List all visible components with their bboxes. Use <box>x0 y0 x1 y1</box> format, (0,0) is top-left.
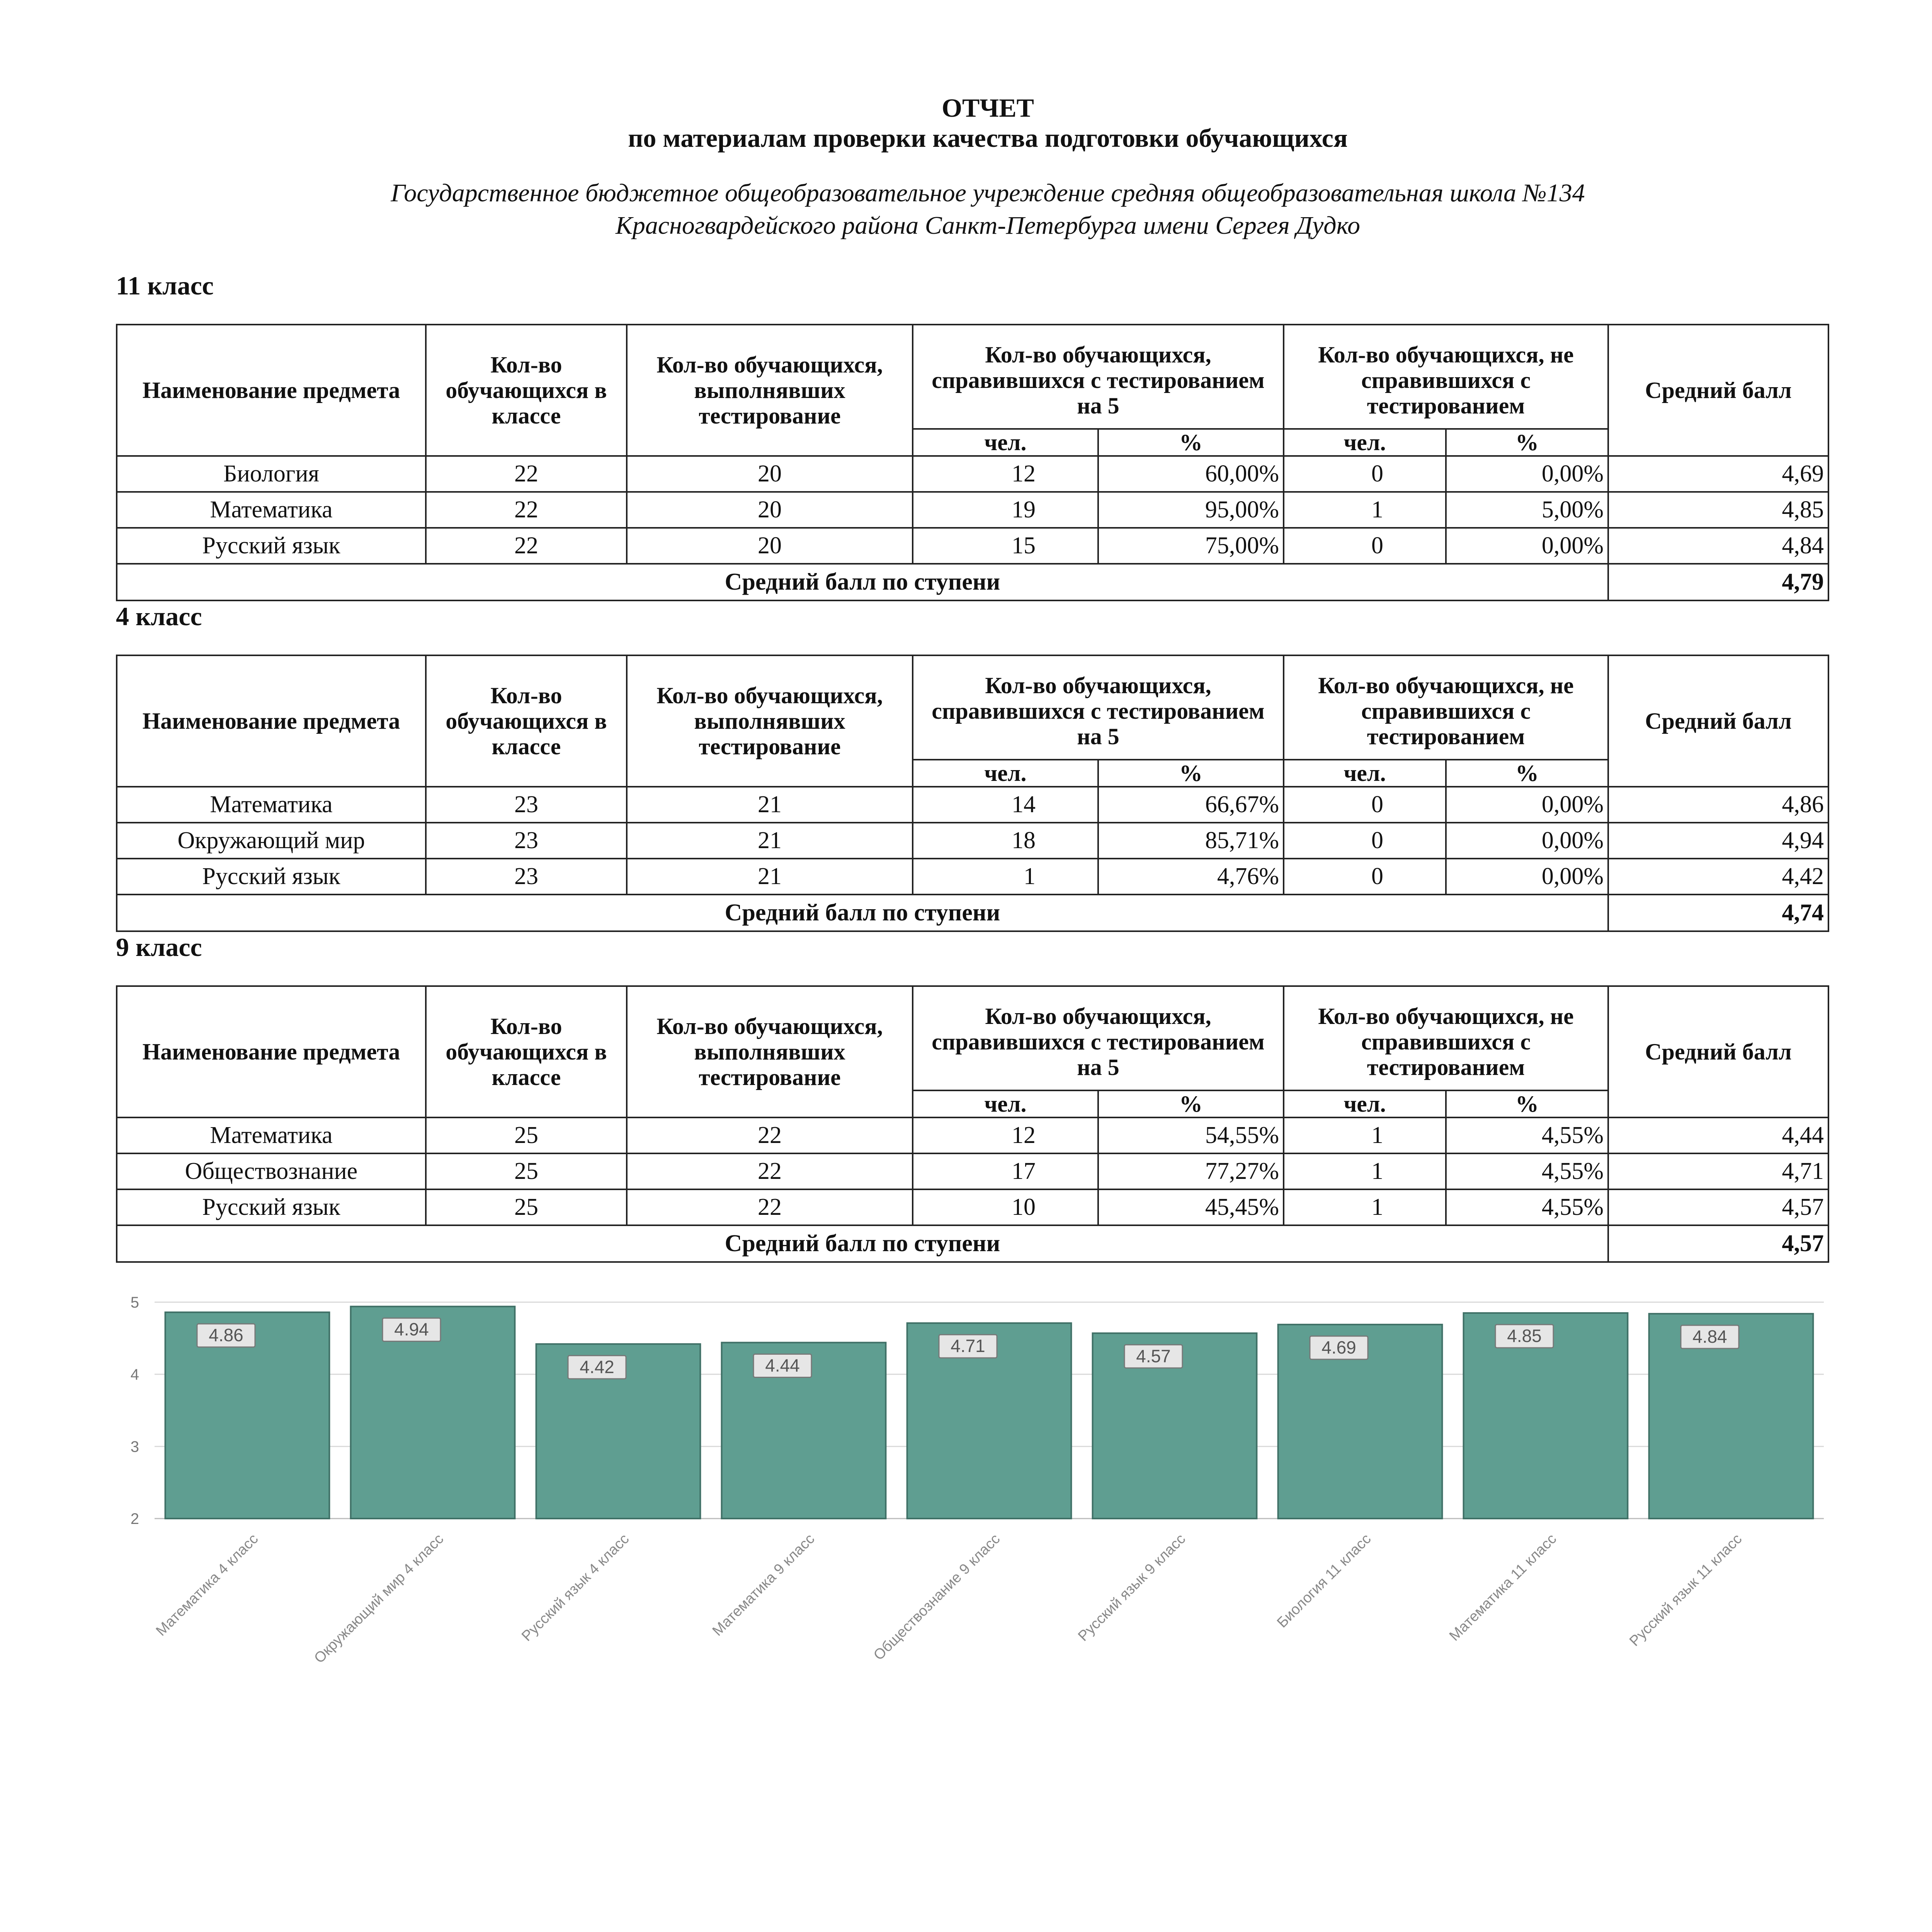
table-row <box>117 492 1828 528</box>
cell-failed-p: 4,55% <box>1446 1117 1608 1153</box>
column-header-passed <box>913 986 1284 1090</box>
cell-passed-n: 14 <box>913 787 1098 823</box>
cell-failed-n: 0 <box>1284 456 1446 492</box>
x-tick-label: Русский язык 9 класс <box>1075 1531 1189 1645</box>
cell-failed-n: 1 <box>1284 1189 1446 1225</box>
column-subheader-percent: % <box>1446 429 1608 456</box>
cell-failed-p: 0,00% <box>1446 528 1608 564</box>
cell-subject: Русский язык <box>117 859 426 895</box>
average-score-chart <box>112 1291 1828 1723</box>
cell-tested: 20 <box>627 492 913 528</box>
cell-passed-n: 17 <box>913 1153 1098 1189</box>
column-header-subject: Наименование предмета <box>117 986 426 1117</box>
report-title: ОТЧЕТ <box>942 93 1034 122</box>
table-row <box>117 1189 1828 1225</box>
column-header-average: Средний балл <box>1608 986 1828 1117</box>
results-table <box>116 324 1829 601</box>
cell-passed-n: 12 <box>913 1117 1098 1153</box>
column-header-passed <box>913 325 1284 429</box>
cell-passed-n: 18 <box>913 823 1098 859</box>
cell-failed-n: 1 <box>1284 1153 1446 1189</box>
x-tick-label: Математика 9 класс <box>709 1531 818 1639</box>
cell-avg: 4,94 <box>1608 823 1828 859</box>
data-label: 4.69 <box>1321 1337 1356 1357</box>
total-row <box>117 1225 1828 1262</box>
column-header-failed <box>1284 655 1608 760</box>
x-tick-label: Русский язык 4 класс <box>519 1531 633 1645</box>
column-header-tested: Кол-во обучающихся, выполнявших тестирование <box>627 655 913 787</box>
cell-tested: 22 <box>627 1189 913 1225</box>
cell-subject: Русский язык <box>117 1189 426 1225</box>
cell-passed-p: 85,71% <box>1098 823 1284 859</box>
cell-students: 25 <box>426 1153 627 1189</box>
column-header-tested: Кол-во обучающихся, выполнявших тестирование <box>627 986 913 1117</box>
total-label: Средний балл по ступени <box>117 895 1608 931</box>
school-name-line2: Красногвардейского района Санкт-Петербурга имени Сергея Дудко <box>616 211 1360 240</box>
total-row <box>117 895 1828 931</box>
column-subheader-percent: % <box>1098 429 1284 456</box>
total-value: 4,79 <box>1608 564 1828 600</box>
cell-passed-p: 66,67% <box>1098 787 1284 823</box>
report-subtitle: по материалам проверки качества подготовки обучающихся <box>628 123 1348 153</box>
cell-avg: 4,85 <box>1608 492 1828 528</box>
cell-passed-p: 95,00% <box>1098 492 1284 528</box>
cell-failed-p: 4,55% <box>1446 1153 1608 1189</box>
cell-students: 23 <box>426 787 627 823</box>
cell-tested: 22 <box>627 1153 913 1189</box>
cell-tested: 20 <box>627 528 913 564</box>
cell-passed-n: 15 <box>913 528 1098 564</box>
column-header-subject: Наименование предмета <box>117 325 426 456</box>
column-header-failed <box>1284 325 1608 429</box>
cell-failed-n: 0 <box>1284 528 1446 564</box>
column-header-failed-text: Кол-во обучающихся, не справившихся с тестированием <box>1318 342 1574 418</box>
column-subheader-count: чел. <box>913 1090 1098 1117</box>
cell-failed-p: 0,00% <box>1446 787 1608 823</box>
column-header-average: Средний балл <box>1608 325 1828 456</box>
x-tick-label: Математика 11 класс <box>1446 1531 1560 1645</box>
y-tick-label: 4 <box>130 1366 139 1383</box>
x-tick-label: Окружающий мир 4 класс <box>311 1531 447 1667</box>
section-label: 4 класс <box>116 602 202 631</box>
column-header-passed-text: Кол-во обучающихся, справившихся с тестированием на 5 <box>932 342 1265 418</box>
cell-passed-n: 19 <box>913 492 1098 528</box>
table-row <box>117 859 1828 895</box>
cell-subject: Математика <box>117 492 426 528</box>
table-row <box>117 823 1828 859</box>
data-label: 4.85 <box>1507 1326 1542 1346</box>
y-tick-label: 5 <box>130 1294 139 1311</box>
cell-avg: 4,57 <box>1608 1189 1828 1225</box>
data-label: 4.86 <box>209 1325 243 1345</box>
total-label: Средний балл по ступени <box>117 1225 1608 1262</box>
x-tick-label: Биология 11 класс <box>1274 1531 1374 1631</box>
x-tick-label: Математика 4 класс <box>153 1531 262 1639</box>
cell-subject: Обществознание <box>117 1153 426 1189</box>
data-label: 4.71 <box>951 1336 985 1356</box>
cell-tested: 22 <box>627 1117 913 1153</box>
y-tick-label: 3 <box>130 1438 139 1456</box>
cell-avg: 4,71 <box>1608 1153 1828 1189</box>
column-subheader-percent: % <box>1446 1090 1608 1117</box>
cell-students: 25 <box>426 1117 627 1153</box>
column-subheader-count: чел. <box>913 760 1098 787</box>
cell-students: 25 <box>426 1189 627 1225</box>
results-table <box>116 655 1829 932</box>
cell-subject: Математика <box>117 787 426 823</box>
results-table <box>116 985 1829 1263</box>
column-subheader-count: чел. <box>1284 1090 1446 1117</box>
cell-tested: 21 <box>627 823 913 859</box>
cell-students: 23 <box>426 859 627 895</box>
column-header-students: Кол-во обучающихся в классе <box>426 655 627 787</box>
table-row <box>117 1117 1828 1153</box>
column-header-failed-text: Кол-во обучающихся, не справившихся с тестированием <box>1318 1003 1574 1080</box>
data-label: 4.84 <box>1692 1326 1727 1347</box>
cell-subject: Математика <box>117 1117 426 1153</box>
cell-failed-n: 0 <box>1284 787 1446 823</box>
total-value: 4,57 <box>1608 1225 1828 1262</box>
cell-subject: Окружающий мир <box>117 823 426 859</box>
cell-passed-p: 45,45% <box>1098 1189 1284 1225</box>
column-subheader-count: чел. <box>1284 760 1446 787</box>
section-label: 11 класс <box>116 271 214 300</box>
column-header-passed-text: Кол-во обучающихся, справившихся с тестированием на 5 <box>932 1003 1265 1080</box>
column-subheader-count: чел. <box>913 429 1098 456</box>
cell-avg: 4,44 <box>1608 1117 1828 1153</box>
cell-students: 22 <box>426 492 627 528</box>
total-value: 4,74 <box>1608 895 1828 931</box>
cell-passed-p: 60,00% <box>1098 456 1284 492</box>
table-row <box>117 787 1828 823</box>
cell-failed-p: 0,00% <box>1446 859 1608 895</box>
cell-tested: 21 <box>627 787 913 823</box>
column-header-failed-text: Кол-во обучающихся, не справившихся с тестированием <box>1318 673 1574 749</box>
cell-failed-n: 1 <box>1284 1117 1446 1153</box>
cell-students: 23 <box>426 823 627 859</box>
cell-avg: 4,84 <box>1608 528 1828 564</box>
cell-avg: 4,69 <box>1608 456 1828 492</box>
column-subheader-count: чел. <box>1284 429 1446 456</box>
column-header-tested: Кол-во обучающихся, выполнявших тестирование <box>627 325 913 456</box>
total-row <box>117 564 1828 600</box>
cell-failed-n: 0 <box>1284 823 1446 859</box>
cell-subject: Биология <box>117 456 426 492</box>
x-tick-label: Обществознание 9 класс <box>870 1531 1003 1664</box>
cell-passed-n: 1 <box>913 859 1098 895</box>
cell-failed-p: 0,00% <box>1446 456 1608 492</box>
x-tick-label: Русский язык 11 класс <box>1626 1531 1745 1650</box>
column-header-passed-text: Кол-во обучающихся, справившихся с тестированием на 5 <box>932 673 1265 749</box>
cell-avg: 4,42 <box>1608 859 1828 895</box>
cell-subject: Русский язык <box>117 528 426 564</box>
cell-passed-p: 54,55% <box>1098 1117 1284 1153</box>
y-tick-label: 2 <box>130 1510 139 1527</box>
data-label: 4.57 <box>1136 1346 1171 1366</box>
cell-tested: 20 <box>627 456 913 492</box>
cell-failed-p: 0,00% <box>1446 823 1608 859</box>
cell-passed-n: 12 <box>913 456 1098 492</box>
column-subheader-percent: % <box>1446 760 1608 787</box>
cell-passed-p: 75,00% <box>1098 528 1284 564</box>
cell-failed-p: 5,00% <box>1446 492 1608 528</box>
column-subheader-percent: % <box>1098 1090 1284 1117</box>
table-row <box>117 456 1828 492</box>
column-header-failed <box>1284 986 1608 1090</box>
column-header-passed <box>913 655 1284 760</box>
data-label: 4.42 <box>580 1357 614 1377</box>
data-label: 4.44 <box>765 1355 800 1376</box>
cell-failed-n: 0 <box>1284 859 1446 895</box>
cell-passed-p: 4,76% <box>1098 859 1284 895</box>
cell-failed-p: 4,55% <box>1446 1189 1608 1225</box>
section-label: 9 класс <box>116 932 202 962</box>
cell-tested: 21 <box>627 859 913 895</box>
cell-passed-p: 77,27% <box>1098 1153 1284 1189</box>
column-subheader-percent: % <box>1098 760 1284 787</box>
total-label: Средний балл по ступени <box>117 564 1608 600</box>
cell-failed-n: 1 <box>1284 492 1446 528</box>
school-name-line1: Государственное бюджетное общеобразовательное учреждение средняя общеобразовательная школа №134 <box>391 179 1585 207</box>
data-label: 4.94 <box>394 1319 429 1340</box>
table-row <box>117 528 1828 564</box>
table-row <box>117 1153 1828 1189</box>
column-header-students: Кол-во обучающихся в классе <box>426 986 627 1117</box>
column-header-subject: Наименование предмета <box>117 655 426 787</box>
column-header-students: Кол-во обучающихся в классе <box>426 325 627 456</box>
cell-students: 22 <box>426 528 627 564</box>
cell-avg: 4,86 <box>1608 787 1828 823</box>
cell-passed-n: 10 <box>913 1189 1098 1225</box>
cell-students: 22 <box>426 456 627 492</box>
column-header-average: Средний балл <box>1608 655 1828 787</box>
